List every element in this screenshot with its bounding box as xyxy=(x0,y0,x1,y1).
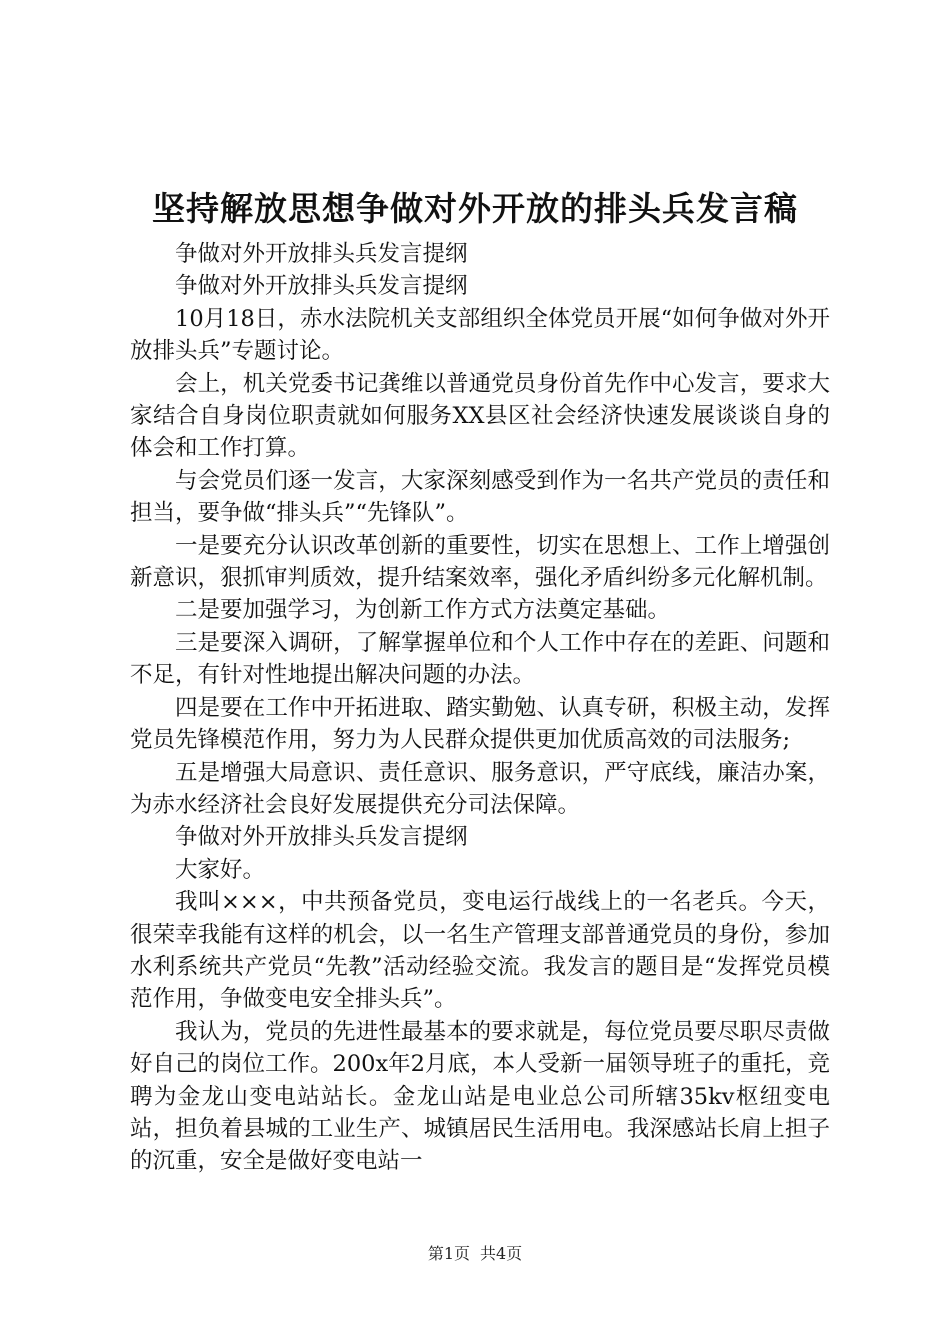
paragraph: 10月18日，赤水法院机关支部组织全体党员开展“如何争做对外开放排头兵”专题讨论。 xyxy=(130,305,830,365)
paragraph: 争做对外开放排头兵发言提纲 xyxy=(175,273,468,300)
paragraph: 五是增强大局意识、责任意识、服务意识，严守底线，廉洁办案，为赤水经济社会良好发展提供充分司法保障。 xyxy=(130,759,830,818)
paragraph: 二是要加强学习，为创新工作方式方法奠定基础。 xyxy=(175,597,671,624)
paragraph: 我认为，党员的先进性最基本的要求就是，每位党员要尽职尽责做好自己的岗位工作。200x年2月底，本人受新一届领导班子的重托，竞聘为金龙山变电站站长。金龙山站是电业总公司所辖35kv枢纽变电站，担负着县城的工业生产、城镇居民生活用电。我深感站长肩上担子的沉重，安全是做好变电站一 xyxy=(130,1018,830,1175)
page-footer xyxy=(0,1243,950,1265)
paragraph: 争做对外开放排头兵发言提纲 xyxy=(175,241,468,267)
paragraph: 我叫×××，中共预备党员，变电运行战线上的一名老兵。今天，很荣幸我能有这样的机会，以一名生产管理支部普通党员的身份，参加水利系统共产党员“先教”活动经验交流。我发言的题目是“发挥党员模范作用，争做变电安全排头兵”。 xyxy=(130,889,830,1013)
paragraph: 四是要在工作中开拓进取、踏实勤勉、认真专研，积极主动，发挥党员先锋模范作用，努力为人民群众提供更加优质高效的司法服务; xyxy=(130,694,830,754)
paragraph: 三是要深入调研，了解掌握单位和个人工作中存在的差距、问题和不足，有针对性地提出解决问题的办法。 xyxy=(130,629,830,689)
paragraph: 会上，机关党委书记龚维以普通党员身份首先作中心发言，要求大家结合自身岗位职责就如何服务XX县区社会经济快速发展谈谈自身的体会和工作打算。 xyxy=(130,370,830,462)
page-total: 共4页 xyxy=(480,1244,523,1263)
document-body xyxy=(130,238,830,1178)
paragraph: 与会党员们逐一发言，大家深刻感受到作为一名共产党员的责任和担当，要争做“排头兵”“先锋队”。 xyxy=(130,467,830,527)
document-title: 坚持解放思想争做对外开放的排头兵发言稿 xyxy=(152,189,798,228)
paragraph: 大家好。 xyxy=(175,856,266,883)
page-number: 第1页 xyxy=(427,1244,470,1263)
paragraph: 争做对外开放排头兵发言提纲 xyxy=(175,824,468,851)
paragraph: 一是要充分认识改革创新的重要性，切实在思想上、工作上增强创新意识，狠抓审判质效，提升结案效率，强化矛盾纠纷多元化解机制。 xyxy=(130,532,830,592)
